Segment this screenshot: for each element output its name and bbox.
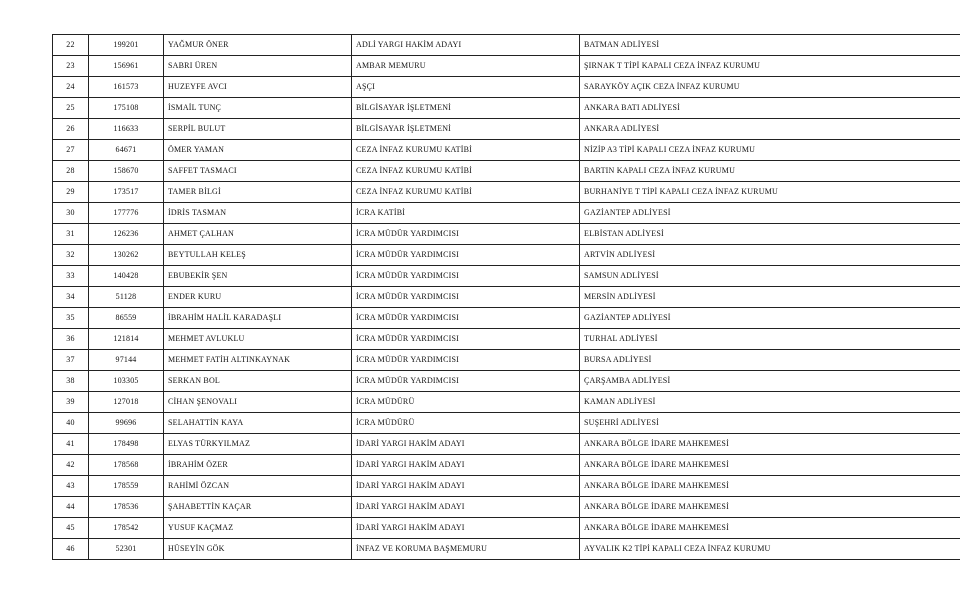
row-number-cell: 30 xyxy=(53,203,89,224)
registry-number-cell: 178542 xyxy=(89,518,164,539)
institution-cell: ANKARA ADLİYESİ xyxy=(580,119,960,140)
row-number-cell: 28 xyxy=(53,161,89,182)
row-number-cell: 38 xyxy=(53,371,89,392)
registry-number-cell: 178498 xyxy=(89,434,164,455)
registry-number-cell: 99696 xyxy=(89,413,164,434)
title-cell: İCRA MÜDÜR YARDIMCISI xyxy=(352,350,580,371)
institution-cell: ANKARA BATI ADLİYESİ xyxy=(580,98,960,119)
registry-number-cell: 127018 xyxy=(89,392,164,413)
table-row xyxy=(53,497,960,518)
registry-number-cell: 86559 xyxy=(89,308,164,329)
row-number-cell: 33 xyxy=(53,266,89,287)
row-number-cell: 27 xyxy=(53,140,89,161)
full-name-cell: İBRAHİM ÖZER xyxy=(164,455,352,476)
institution-cell: BATMAN ADLİYESİ xyxy=(580,35,960,56)
institution-cell: GAZİANTEP ADLİYESİ xyxy=(580,308,960,329)
institution-cell: ANKARA BÖLGE İDARE MAHKEMESİ xyxy=(580,455,960,476)
row-number-cell: 34 xyxy=(53,287,89,308)
registry-number-cell: 140428 xyxy=(89,266,164,287)
table-row xyxy=(53,140,960,161)
full-name-cell: SELAHATTİN KAYA xyxy=(164,413,352,434)
row-number-cell: 31 xyxy=(53,224,89,245)
institution-cell: SAMSUN ADLİYESİ xyxy=(580,266,960,287)
title-cell: İDARİ YARGI HAKİM ADAYI xyxy=(352,497,580,518)
institution-cell: ÇARŞAMBA ADLİYESİ xyxy=(580,371,960,392)
full-name-cell: İBRAHİM HALİL KARADAŞLI xyxy=(164,308,352,329)
title-cell: İCRA MÜDÜRÜ xyxy=(352,413,580,434)
table-row xyxy=(53,182,960,203)
title-cell: İNFAZ VE KORUMA BAŞMEMURU xyxy=(352,539,580,560)
registry-number-cell: 156961 xyxy=(89,56,164,77)
row-number-cell: 43 xyxy=(53,476,89,497)
row-number-cell: 22 xyxy=(53,35,89,56)
title-cell: İCRA MÜDÜRÜ xyxy=(352,392,580,413)
title-cell: İCRA KATİBİ xyxy=(352,203,580,224)
table-row xyxy=(53,371,960,392)
row-number-cell: 32 xyxy=(53,245,89,266)
title-cell: CEZA İNFAZ KURUMU KATİBİ xyxy=(352,182,580,203)
title-cell: İCRA MÜDÜR YARDIMCISI xyxy=(352,308,580,329)
title-cell: CEZA İNFAZ KURUMU KATİBİ xyxy=(352,161,580,182)
registry-number-cell: 126236 xyxy=(89,224,164,245)
full-name-cell: HUZEYFE AVCI xyxy=(164,77,352,98)
title-cell: İDARİ YARGI HAKİM ADAYI xyxy=(352,434,580,455)
row-number-cell: 36 xyxy=(53,329,89,350)
table-row xyxy=(53,518,960,539)
title-cell: İDARİ YARGI HAKİM ADAYI xyxy=(352,518,580,539)
title-cell: İCRA MÜDÜR YARDIMCISI xyxy=(352,329,580,350)
full-name-cell: ELYAS TÜRKYILMAZ xyxy=(164,434,352,455)
full-name-cell: ENDER KURU xyxy=(164,287,352,308)
table-row xyxy=(53,455,960,476)
full-name-cell: İDRİS TASMAN xyxy=(164,203,352,224)
table-row xyxy=(53,203,960,224)
title-cell: İCRA MÜDÜR YARDIMCISI xyxy=(352,371,580,392)
full-name-cell: YAĞMUR ÖNER xyxy=(164,35,352,56)
title-cell: AŞÇI xyxy=(352,77,580,98)
table-row xyxy=(53,35,960,56)
full-name-cell: BEYTULLAH KELEŞ xyxy=(164,245,352,266)
row-number-cell: 46 xyxy=(53,539,89,560)
full-name-cell: İSMAİL TUNÇ xyxy=(164,98,352,119)
row-number-cell: 25 xyxy=(53,98,89,119)
institution-cell: BARTIN KAPALI CEZA İNFAZ KURUMU xyxy=(580,161,960,182)
table-row xyxy=(53,266,960,287)
registry-number-cell: 178559 xyxy=(89,476,164,497)
registry-number-cell: 121814 xyxy=(89,329,164,350)
table-row xyxy=(53,56,960,77)
registry-number-cell: 97144 xyxy=(89,350,164,371)
title-cell: BİLGİSAYAR İŞLETMENİ xyxy=(352,119,580,140)
institution-cell: TURHAL ADLİYESİ xyxy=(580,329,960,350)
institution-cell: ŞIRNAK T TİPİ KAPALI CEZA İNFAZ KURUMU xyxy=(580,56,960,77)
institution-cell: KAMAN ADLİYESİ xyxy=(580,392,960,413)
table-row xyxy=(53,308,960,329)
institution-cell: ARTVİN ADLİYESİ xyxy=(580,245,960,266)
table-row xyxy=(53,329,960,350)
institution-cell: ANKARA BÖLGE İDARE MAHKEMESİ xyxy=(580,497,960,518)
full-name-cell: ÖMER YAMAN xyxy=(164,140,352,161)
row-number-cell: 29 xyxy=(53,182,89,203)
table-row xyxy=(53,245,960,266)
personnel-table xyxy=(52,34,960,560)
registry-number-cell: 199201 xyxy=(89,35,164,56)
registry-number-cell: 175108 xyxy=(89,98,164,119)
title-cell: İCRA MÜDÜR YARDIMCISI xyxy=(352,266,580,287)
title-cell: CEZA İNFAZ KURUMU KATİBİ xyxy=(352,140,580,161)
full-name-cell: EBUBEKİR ŞEN xyxy=(164,266,352,287)
row-number-cell: 24 xyxy=(53,77,89,98)
table-row xyxy=(53,287,960,308)
institution-cell: ELBİSTAN ADLİYESİ xyxy=(580,224,960,245)
full-name-cell: MEHMET FATİH ALTINKAYNAK xyxy=(164,350,352,371)
title-cell: İCRA MÜDÜR YARDIMCISI xyxy=(352,224,580,245)
table-row xyxy=(53,434,960,455)
full-name-cell: ŞAHABETTİN KAÇAR xyxy=(164,497,352,518)
title-cell: İDARİ YARGI HAKİM ADAYI xyxy=(352,476,580,497)
table-row xyxy=(53,413,960,434)
title-cell: ADLİ YARGI HAKİM ADAYI xyxy=(352,35,580,56)
full-name-cell: RAHİMİ ÖZCAN xyxy=(164,476,352,497)
title-cell: BİLGİSAYAR İŞLETMENİ xyxy=(352,98,580,119)
full-name-cell: SAFFET TASMACI xyxy=(164,161,352,182)
institution-cell: ANKARA BÖLGE İDARE MAHKEMESİ xyxy=(580,434,960,455)
table-row xyxy=(53,161,960,182)
table-row xyxy=(53,224,960,245)
title-cell: AMBAR MEMURU xyxy=(352,56,580,77)
full-name-cell: MEHMET AVLUKLU xyxy=(164,329,352,350)
registry-number-cell: 51128 xyxy=(89,287,164,308)
registry-number-cell: 161573 xyxy=(89,77,164,98)
full-name-cell: HÜSEYİN GÖK xyxy=(164,539,352,560)
row-number-cell: 41 xyxy=(53,434,89,455)
table-row xyxy=(53,392,960,413)
row-number-cell: 44 xyxy=(53,497,89,518)
full-name-cell: SERKAN BOL xyxy=(164,371,352,392)
institution-cell: AYVALIK K2 TİPİ KAPALI CEZA İNFAZ KURUMU xyxy=(580,539,960,560)
table-row xyxy=(53,476,960,497)
institution-cell: SUŞEHRİ ADLİYESİ xyxy=(580,413,960,434)
full-name-cell: AHMET ÇALHAN xyxy=(164,224,352,245)
row-number-cell: 35 xyxy=(53,308,89,329)
table-row xyxy=(53,539,960,560)
registry-number-cell: 173517 xyxy=(89,182,164,203)
table-row xyxy=(53,77,960,98)
registry-number-cell: 103305 xyxy=(89,371,164,392)
title-cell: İCRA MÜDÜR YARDIMCISI xyxy=(352,287,580,308)
institution-cell: SARAYKÖY AÇIK CEZA İNFAZ KURUMU xyxy=(580,77,960,98)
row-number-cell: 37 xyxy=(53,350,89,371)
institution-cell: MERSİN ADLİYESİ xyxy=(580,287,960,308)
row-number-cell: 40 xyxy=(53,413,89,434)
table-body xyxy=(53,35,960,560)
table-row xyxy=(53,98,960,119)
title-cell: İCRA MÜDÜR YARDIMCISI xyxy=(352,245,580,266)
full-name-cell: SERPİL BULUT xyxy=(164,119,352,140)
registry-number-cell: 178536 xyxy=(89,497,164,518)
table-row xyxy=(53,350,960,371)
full-name-cell: YUSUF KAÇMAZ xyxy=(164,518,352,539)
row-number-cell: 42 xyxy=(53,455,89,476)
registry-number-cell: 177776 xyxy=(89,203,164,224)
title-cell: İDARİ YARGI HAKİM ADAYI xyxy=(352,455,580,476)
row-number-cell: 23 xyxy=(53,56,89,77)
institution-cell: GAZİANTEP ADLİYESİ xyxy=(580,203,960,224)
table-row xyxy=(53,119,960,140)
registry-number-cell: 52301 xyxy=(89,539,164,560)
registry-number-cell: 158670 xyxy=(89,161,164,182)
registry-number-cell: 64671 xyxy=(89,140,164,161)
registry-number-cell: 178568 xyxy=(89,455,164,476)
document-page xyxy=(52,34,960,560)
institution-cell: ANKARA BÖLGE İDARE MAHKEMESİ xyxy=(580,476,960,497)
institution-cell: NİZİP A3 TİPİ KAPALI CEZA İNFAZ KURUMU xyxy=(580,140,960,161)
institution-cell: BURSA ADLİYESİ xyxy=(580,350,960,371)
full-name-cell: SABRI ÜREN xyxy=(164,56,352,77)
full-name-cell: TAMER BİLGİ xyxy=(164,182,352,203)
institution-cell: BURHANİYE T TİPİ KAPALI CEZA İNFAZ KURUMU xyxy=(580,182,960,203)
institution-cell: ANKARA BÖLGE İDARE MAHKEMESİ xyxy=(580,518,960,539)
full-name-cell: CİHAN ŞENOVALI xyxy=(164,392,352,413)
row-number-cell: 45 xyxy=(53,518,89,539)
row-number-cell: 26 xyxy=(53,119,89,140)
registry-number-cell: 130262 xyxy=(89,245,164,266)
registry-number-cell: 116633 xyxy=(89,119,164,140)
row-number-cell: 39 xyxy=(53,392,89,413)
